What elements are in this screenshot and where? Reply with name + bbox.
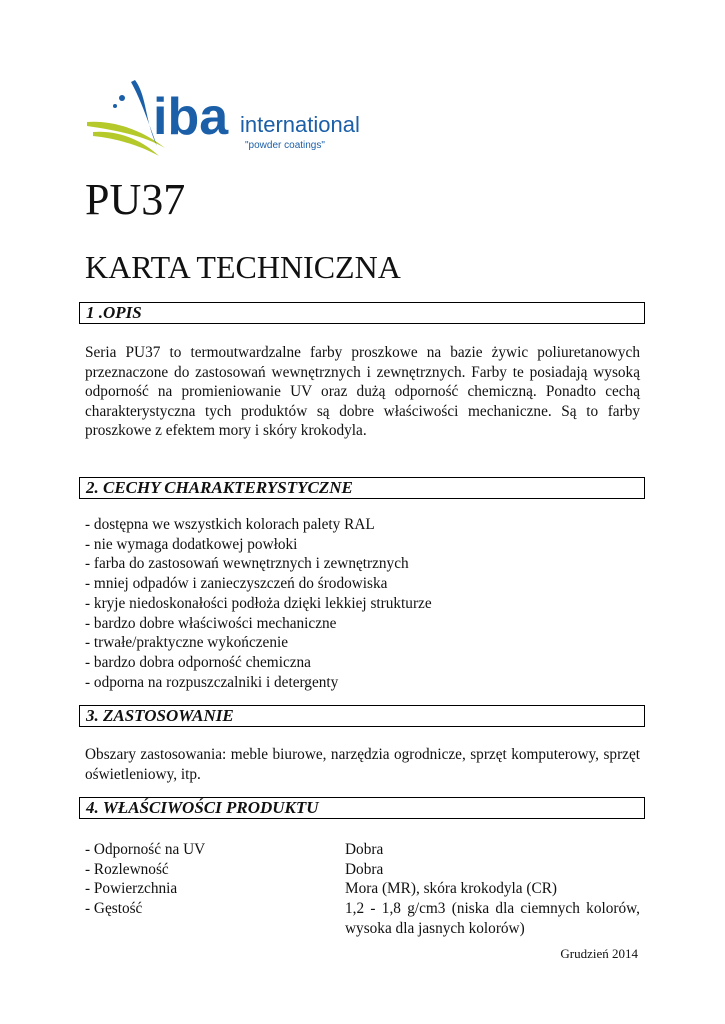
- list-item: - kryje niedoskonałości podłoża dzięki lekkiej strukturze: [85, 594, 432, 612]
- iba-logo-graphic: [85, 76, 385, 160]
- footer-date: Grudzień 2014: [560, 946, 638, 961]
- property-name: - Gęstość: [85, 900, 143, 918]
- list-item: - bardzo dobre właściwości mechaniczne: [85, 614, 337, 632]
- document-title: KARTA TECHNICZNA: [85, 249, 401, 285]
- property-row: [85, 840, 640, 860]
- section-opis-text: Seria PU37 to termoutwardzalne farby proszkowe na bazie żywic poliuretanowych przeznaczone do zastosowań wewnętrznych i zewnętrznych. Farby te posiadają wysoką odporność na promieniowanie UV oraz dużą odporność chemiczną. Ponadto cechą charakterystyczna tych produktów są dobre właściwości mechaniczne. Są to farby proszkowe z efektem mory i skóry krokodyla.: [85, 344, 640, 440]
- logo-tagline: "powder coatings": [245, 140, 325, 151]
- list-item: - farba do zastosowań wewnętrznych i zewnętrznych: [85, 555, 409, 573]
- product-code: PU37: [85, 175, 186, 224]
- property-value: Mora (MR), skóra krokodyla (CR): [345, 880, 557, 898]
- iba-logo: [85, 76, 385, 160]
- section-header-zastosowanie: 3. ZASTOSOWANIE: [79, 705, 645, 727]
- property-value: Dobra: [345, 860, 384, 878]
- property-name: - Odporność na UV: [85, 841, 206, 858]
- list-item: - mniej odpadów i zanieczyszczeń do środowiska: [85, 575, 388, 593]
- list-item: - nie wymaga dodatkowej powłoki: [85, 535, 298, 553]
- properties-table: [85, 840, 640, 939]
- property-row: [85, 879, 640, 899]
- list-item: - dostępna we wszystkich kolorach palety RAL: [85, 516, 375, 533]
- property-row: [85, 860, 640, 880]
- property-row: [85, 899, 640, 938]
- section-zastosowanie-text: Obszary zastosowania: meble biurowe, narzędzia ogrodnicze, sprzęt komputerowy, sprzęt oświetleniowy, itp.: [85, 746, 640, 783]
- section-header-opis: 1 .OPIS: [79, 302, 645, 324]
- list-item: - trwałe/praktyczne wykończenie: [85, 634, 289, 652]
- list-item: - odporna na rozpuszczalniki i detergenty: [85, 673, 339, 691]
- property-name: - Powierzchnia: [85, 880, 178, 898]
- section-header-wlasciwosci: 4. WŁAŚCIWOŚCI PRODUKTU: [79, 797, 645, 819]
- logo-suffix: international: [240, 112, 360, 137]
- list-item: - bardzo dobra odporność chemiczna: [85, 653, 311, 671]
- property-value: Dobra: [345, 841, 384, 858]
- property-value: 1,2 - 1,8 g/cm3 (niska dla ciemnych kolorów, wysoka dla jasnych kolorów): [345, 900, 640, 937]
- section-header-cechy: 2. CECHY CHARAKTERYSTYCZNE: [79, 477, 645, 499]
- cechy-list: [85, 515, 640, 692]
- property-name: - Rozlewność: [85, 860, 169, 878]
- logo-brand: iba: [153, 88, 229, 146]
